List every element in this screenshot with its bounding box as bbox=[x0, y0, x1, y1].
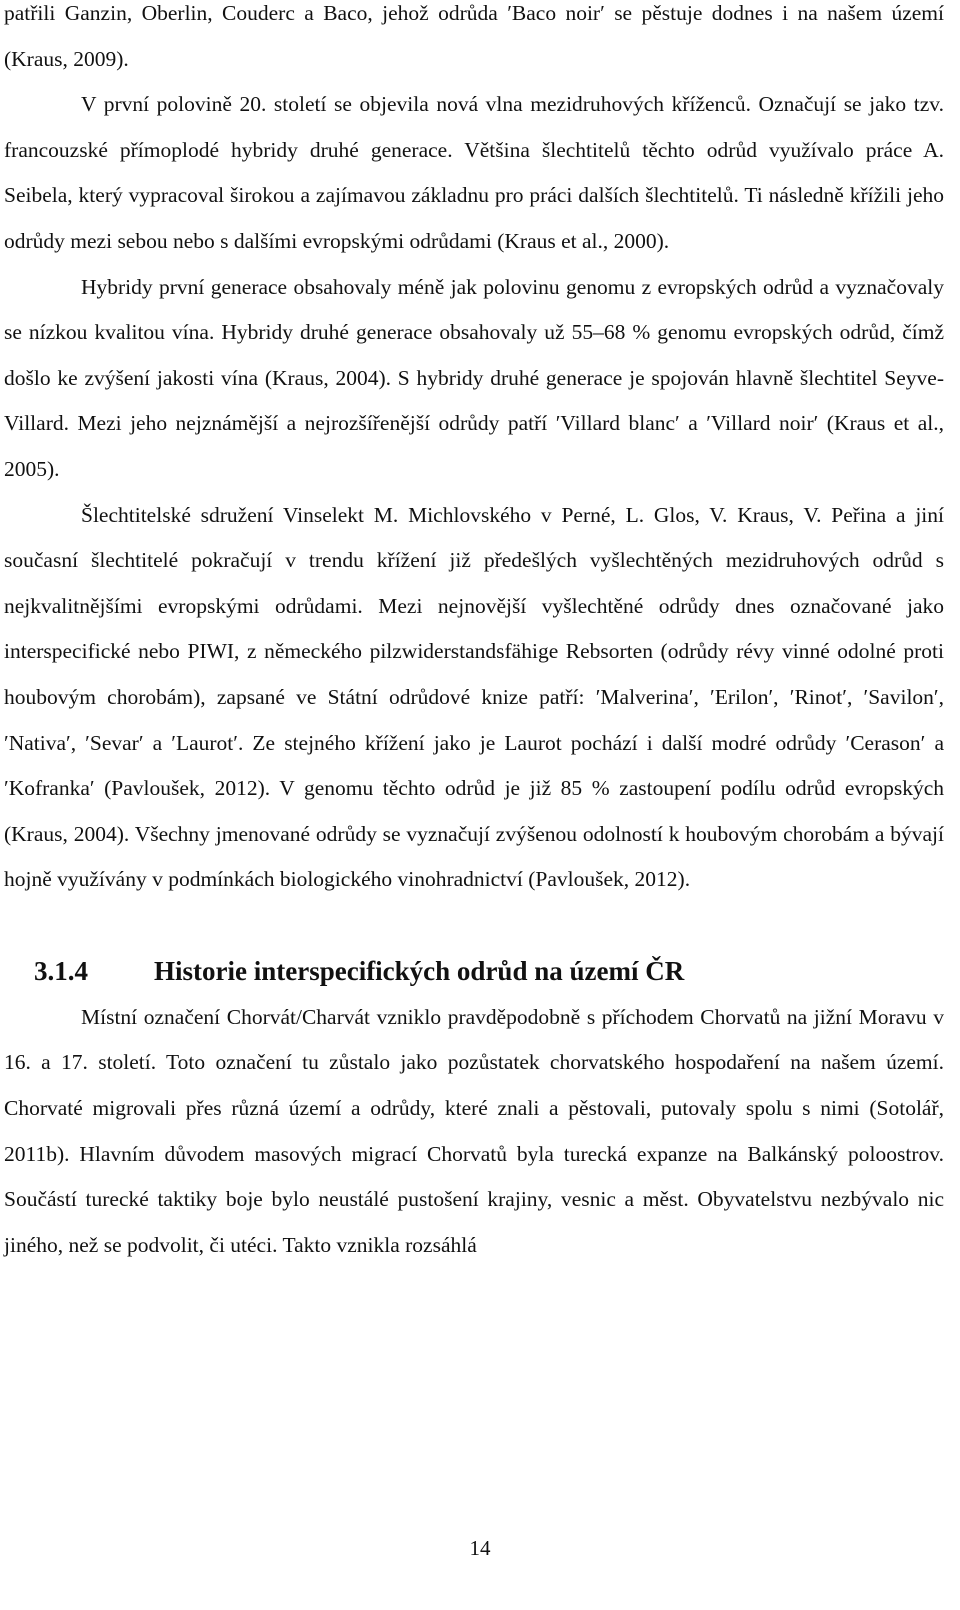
body-text-after-heading bbox=[4, 995, 944, 1269]
paragraph-second-generation-hybrids: V první polovině 20. století se objevila nová vlna mezidruhových kříženců. Označují se jako tzv. francouzské přímoplodé hybridy druhé generace. Většina šlechtitelů těchto odrůd využívalo práce A. Seibela, který vypracoval širokou a zajímavou základnu pro práci dalších šlechtitelů. Ti následně křížili jeho odrůdy mezi sebou nebo s dalšími evropskými odrůdami (Kraus et al., 2000). bbox=[4, 92, 944, 253]
page-number: 14 bbox=[469, 1536, 491, 1560]
paragraph-hybrid-genome: Hybridy první generace obsahovaly méně jak polovinu genomu z evropských odrůd a vyznačovaly se nízkou kvalitou vína. Hybridy druhé generace obsahovaly už 55–68 % genomu evropských odrůd, čímž došlo ke zvýšení jakosti vína (Kraus, 2004). S hybridy druhé generace je spojován hlavně šlechtitel Seyve-Villard. Mezi jeho nejznámější a nejrozšířenější odrůdy patří ′Villard blanc′ a ′Villard noir′ (Kraus et al., 2005). bbox=[4, 274, 944, 481]
body-text-before-heading bbox=[4, 0, 944, 903]
paragraph-continuation: patřili Ganzin, Oberlin, Couderc a Baco, jehož odrůda ′Baco noir′ se pěstuje dodnes i na našem území (Kraus, 2009). bbox=[4, 1, 944, 71]
section-title: Historie interspecifických odrůd na území ČR bbox=[154, 955, 685, 986]
section-heading bbox=[4, 947, 944, 995]
paragraph-modern-breeders: Šlechtitelské sdružení Vinselekt M. Michlovského v Perné, L. Glos, V. Kraus, V. Peřina a jiní současní šlechtitelé pokračují v trendu křížení již předešlých vyšlechtěných mezidruhových odrůd s nejkvalitnějšími evropskými odrůdami. Mezi nejnovější vyšlechtěné odrůdy dnes označované jako interspecifické nebo PIWI, z německého pilzwiderstandsfähige Rebsorten (odrůdy révy vinné odolné proti houbovým chorobám), zapsané ve Státní odrůdové knize patří: ′Malverina′, ′Erilon′, ′Rinot′, ′Savilon′, ′Nativa′, ′Sevar′ a ′Laurot′. Ze stejného křížení jako je Laurot pochází i další modré odrůdy ′Cerason′ a ′Kofranka′ (Pavloušek, 2012). V genomu těchto odrůd je již 85 % zastoupení podílu odrůd evropských (Kraus, 2004). Všechny jmenované odrůdy se vyznačují zvýšenou odolností k houbovým chorobám a bývají hojně využívány v podmínkách biologického vinohradnictví (Pavloušek, 2012). bbox=[4, 502, 944, 892]
section-number: 3.1.4 bbox=[34, 955, 88, 986]
paragraph-croatian-origin: Místní označení Chorvát/Charvát vzniklo pravděpodobně s příchodem Chorvatů na jižní Moravu v 16. a 17. století. Toto označení tu zůstalo jako pozůstatek chorvatského hospodaření na našem území. Chorvaté migrovali přes různá území a odrůdy, které znali a pěstovali, putovaly spolu s nimi (Sotolář, 2011b). Hlavním důvodem masových migrací Chorvatů byla turecká expanze na Balkánský poloostrov. Součástí turecké taktiky boje bylo neustálé pustošení krajiny, vesnic a měst. Obyvatelstvu nezbývalo nic jiného, než se podvolit, či utéci. Takto vznikla rozsáhlá bbox=[4, 1004, 944, 1257]
